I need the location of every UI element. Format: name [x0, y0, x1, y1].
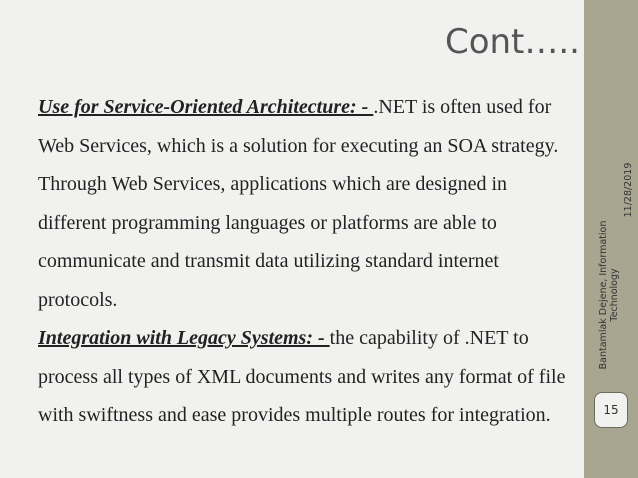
slide-title: Cont….. [444, 22, 580, 62]
page-number: 15 [603, 403, 619, 417]
paragraph-soa [38, 88, 574, 319]
footer-author: Bantamlak Dejene, Information Technology [598, 220, 620, 370]
paragraph-soa-text: .NET is often used for Web Services, which is a solution for executing an SOA strategy. Through Web Services, applications which are designed in different programming languages or platforms are able to communicate and transmit data utilizing standard internet protocols. [38, 96, 559, 311]
slide-body [38, 88, 574, 435]
paragraph-legacy-label: Integration with Legacy Systems: - [38, 327, 330, 349]
page-number-badge [594, 392, 628, 428]
paragraph-soa-label: Use for Service-Oriented Architecture: - [38, 96, 374, 118]
footer-date: 11/28/2019 [623, 162, 634, 218]
paragraph-legacy-text: the capability of .NET to process all types of XML documents and writes any format of file with swiftness and ease provides multiple routes for integration. [38, 327, 566, 426]
paragraph-legacy [38, 319, 574, 435]
